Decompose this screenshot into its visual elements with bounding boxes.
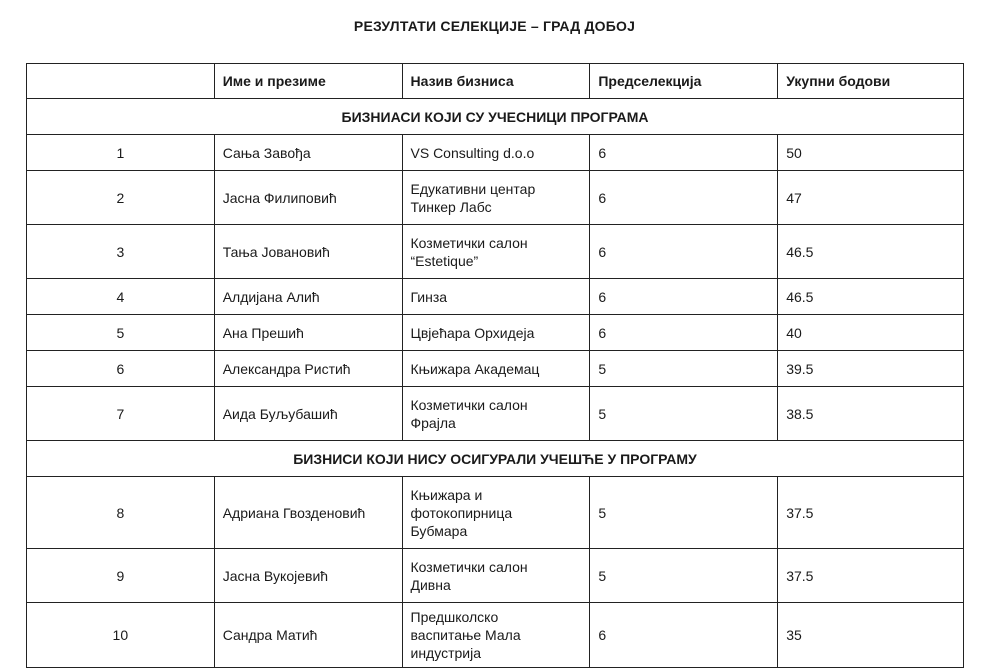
- row-total: 46.5: [778, 279, 964, 315]
- row-number: 2: [27, 171, 215, 225]
- row-number: 3: [27, 225, 215, 279]
- row-number: 6: [27, 351, 215, 387]
- business-line: Цвјећара Орхидеја: [410, 324, 535, 341]
- row-total: 37.5: [778, 549, 964, 603]
- table-row: [27, 351, 964, 387]
- business-line: фотокопирница: [410, 504, 513, 521]
- row-business: [402, 315, 590, 351]
- row-preselection: 6: [590, 171, 778, 225]
- row-business: [402, 135, 590, 171]
- business-line: Козметички салон: [410, 558, 528, 575]
- row-name: Адриана Гвозденовић: [214, 477, 402, 549]
- row-business: [402, 603, 590, 668]
- business-line: Тинкер Лабс: [410, 198, 492, 215]
- row-name: Ана Прешић: [214, 315, 402, 351]
- row-business: [402, 549, 590, 603]
- table-row: [27, 603, 964, 668]
- section-heading-participants: БИЗНИАСИ КОЈИ СУ УЧЕСНИЦИ ПРОГРАМА: [27, 99, 964, 135]
- row-total: 38.5: [778, 387, 964, 441]
- section-row-non-participants: [27, 441, 964, 477]
- header-business: Назив бизниса: [402, 64, 590, 99]
- row-total: 39.5: [778, 351, 964, 387]
- row-total: 50: [778, 135, 964, 171]
- row-preselection: 6: [590, 279, 778, 315]
- business-line: Бубмара: [410, 522, 468, 539]
- table-row: [27, 225, 964, 279]
- row-preselection: 6: [590, 135, 778, 171]
- header-name: Име и презиме: [214, 64, 402, 99]
- business-line: Књижара Академац: [410, 360, 540, 377]
- table-row: [27, 135, 964, 171]
- business-line: индустрија: [410, 645, 481, 661]
- table-row: [27, 387, 964, 441]
- row-number: 10: [27, 603, 215, 668]
- section-heading-non-participants: БИЗНИСИ КОЈИ НИСУ ОСИГУРАЛИ УЧЕШЋЕ У ПРОГРАМУ: [27, 441, 964, 477]
- row-total: 46.5: [778, 225, 964, 279]
- row-total: 37.5: [778, 477, 964, 549]
- row-name: Сандра Матић: [214, 603, 402, 668]
- row-preselection: 6: [590, 315, 778, 351]
- row-number: 9: [27, 549, 215, 603]
- row-name: Јасна Филиповић: [214, 171, 402, 225]
- business-line: васпитање Мала: [410, 627, 521, 643]
- business-line: Фрајла: [410, 414, 456, 431]
- row-number: 7: [27, 387, 215, 441]
- table-row: [27, 171, 964, 225]
- row-preselection: 5: [590, 351, 778, 387]
- results-table: [26, 63, 964, 668]
- row-name: Јасна Вукојевић: [214, 549, 402, 603]
- business-line: Козметички салон: [410, 396, 528, 413]
- header-total-points: Укупни бодови: [778, 64, 964, 99]
- row-number: 4: [27, 279, 215, 315]
- row-business: [402, 225, 590, 279]
- section-row-participants: [27, 99, 964, 135]
- table-row: [27, 279, 964, 315]
- table-row: [27, 315, 964, 351]
- row-name: Аида Буљубашић: [214, 387, 402, 441]
- row-business: [402, 477, 590, 549]
- row-preselection: 5: [590, 387, 778, 441]
- row-business: [402, 351, 590, 387]
- row-total: 40: [778, 315, 964, 351]
- business-line: Козметички салон: [410, 234, 528, 251]
- business-line: Едукативни центар: [410, 180, 536, 197]
- table-row: [27, 549, 964, 603]
- row-preselection: 5: [590, 477, 778, 549]
- row-number: 1: [27, 135, 215, 171]
- row-business: [402, 171, 590, 225]
- row-preselection: 6: [590, 603, 778, 668]
- row-number: 8: [27, 477, 215, 549]
- page-title: РЕЗУЛТАТИ СЕЛЕКЦИЈЕ – ГРАД ДОБОЈ: [353, 18, 636, 34]
- row-total: 47: [778, 171, 964, 225]
- row-name: Сања Завођа: [214, 135, 402, 171]
- business-line: Дивна: [410, 576, 451, 593]
- row-preselection: 6: [590, 225, 778, 279]
- row-business: [402, 279, 590, 315]
- row-name: Алдијана Алић: [214, 279, 402, 315]
- row-name: Тања Јовановић: [214, 225, 402, 279]
- business-line: VS Consulting d.o.o: [410, 144, 535, 161]
- business-line: Гинза: [410, 288, 448, 305]
- table-row: [27, 477, 964, 549]
- business-line: “Estetique”: [410, 252, 479, 269]
- table-header-row: [27, 64, 964, 99]
- header-preselection: Предселекција: [590, 64, 778, 99]
- header-number: [27, 64, 215, 99]
- row-number: 5: [27, 315, 215, 351]
- row-name: Александра Ристић: [214, 351, 402, 387]
- row-total: 35: [778, 603, 964, 668]
- row-preselection: 5: [590, 549, 778, 603]
- business-line: Предшколско: [410, 609, 499, 625]
- row-business: [402, 387, 590, 441]
- business-line: Књижара и: [410, 486, 483, 503]
